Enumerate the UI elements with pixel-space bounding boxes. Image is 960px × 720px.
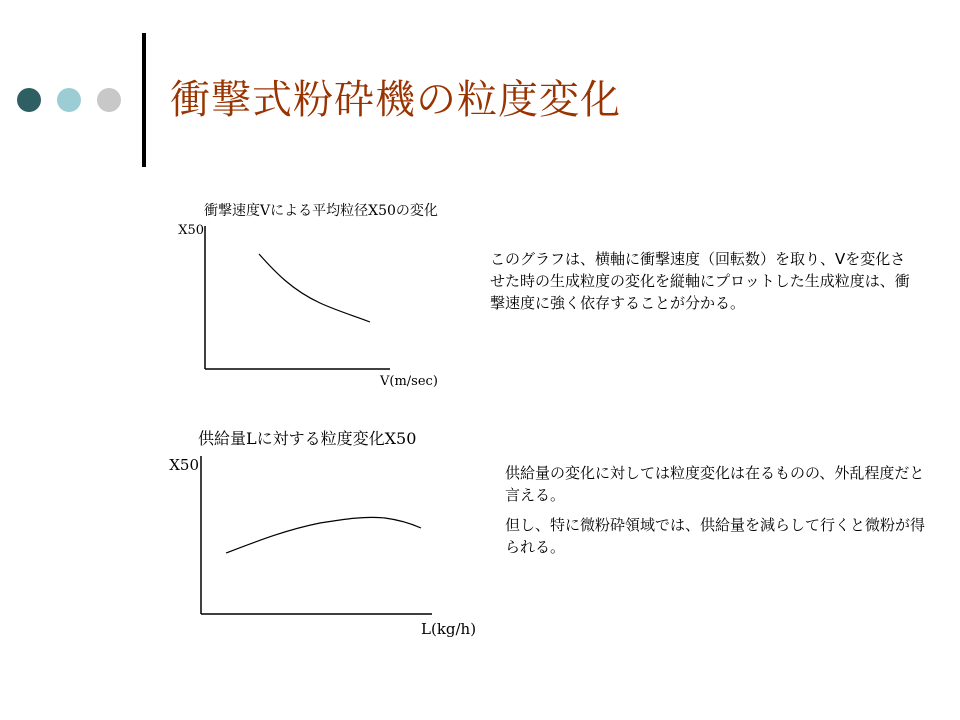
graph2 <box>169 456 476 638</box>
graph2-curve <box>226 517 421 553</box>
graph2-y-label: X50 <box>169 456 199 474</box>
graph1 <box>178 223 438 389</box>
graph2-title: 供給量Lに対する粒度変化X50 <box>198 429 417 448</box>
graph1-curve <box>259 254 370 322</box>
graph1-description-text: このグラフは、横軸に衝撃速度（回転数）を取り、Vを変化させた時の生成粒度の変化を縦軸にプロットした生成粒度は、衝撃速度に強く依存することが分かる。 <box>490 250 910 312</box>
graph2-description-text-2: 但し、特に微粉砕領域では、供給量を減らして行くと微粉が得られる。 <box>505 516 926 556</box>
graph2-x-label: L(kg/h) <box>421 620 477 638</box>
graph1-title: 衝撃速度Vによる平均粒径X50の変化 <box>204 203 438 219</box>
graph2-description <box>505 462 925 566</box>
graph1-y-label: X50 <box>178 223 204 238</box>
graph1-description <box>490 248 920 322</box>
slide-title: 衝撃式粉砕機の粒度変化 <box>170 77 621 123</box>
graph2-description-text-1: 供給量の変化に対しては粒度変化は在るものの、外乱程度だと言える。 <box>505 464 925 504</box>
graph1-x-label: V(m/sec) <box>380 374 438 389</box>
